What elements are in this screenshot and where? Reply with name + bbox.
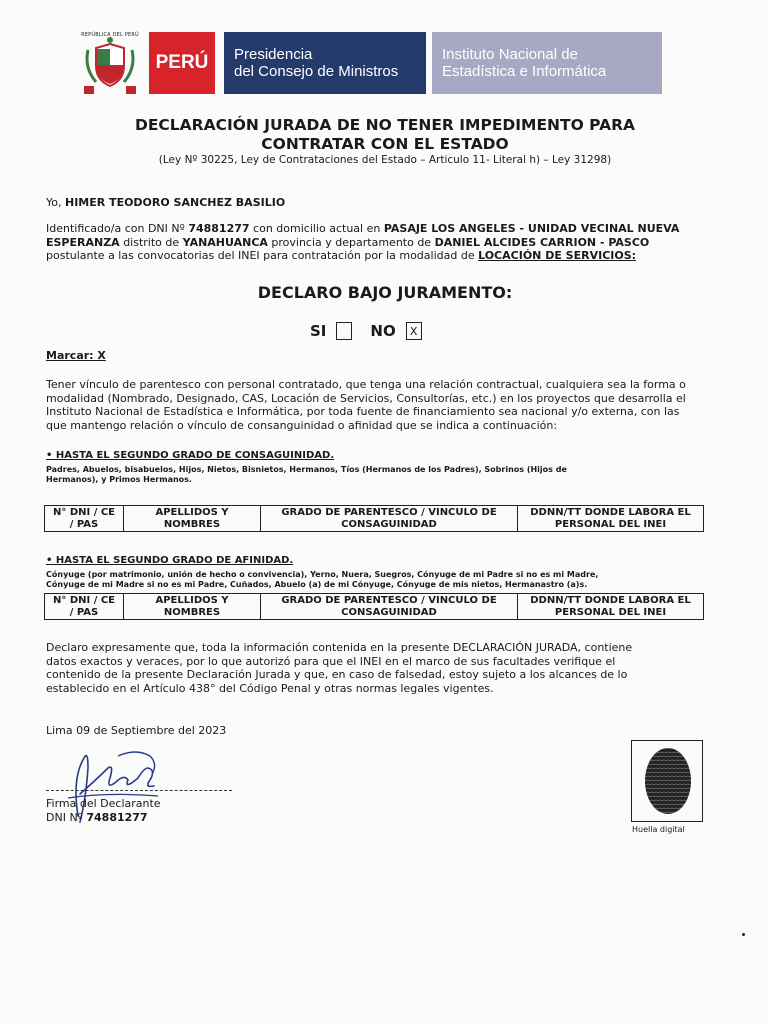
col-names: APELLIDOS Y NOMBRES <box>124 506 261 532</box>
title-line-2: CONTRATAR CON EL ESTADO <box>261 135 509 153</box>
speck <box>742 933 745 936</box>
closing-line: contenido de la presente Declaración Jurada y que, en caso de falsedad, estoy sujeto a los alcances de lo <box>46 668 628 681</box>
affinity-description <box>46 570 746 590</box>
details-line-2 <box>46 236 706 250</box>
consanguinity-heading: • HASTA EL SEGUNDO GRADO DE CONSAGUINIDAD. <box>46 450 335 461</box>
affinity-desc-line: Cónyuge (por matrimonio, unión de hecho o convivencia), Yerno, Nuera, Suegros, Cónyuge de mi Padre si no es mi Madre, <box>46 570 599 579</box>
fingerprint-label: Huella digital <box>632 825 685 834</box>
affinity-desc-line: Cónyuge de mi Madre si no es mi Padre, Cuñados, Abuelo (a) de mi Cónyuge, Cónyuge de mis nietos, Hermanastro (a)s. <box>46 580 588 589</box>
coat-of-arms-icon <box>80 30 140 96</box>
postulant-text: postulante a las convocatorias del INEI para contratación por la modalidad de <box>46 249 475 262</box>
col-office: DDNN/TT DONDE LABORA EL PERSONAL DEL INEI <box>518 594 704 620</box>
declarant-details <box>46 222 706 263</box>
signature-line <box>46 790 232 791</box>
closing-line: Declaro expresamente que, toda la información contenida en la presente DECLARACIÓN JURADA, contiene <box>46 641 633 654</box>
paragraph-line: Tener vínculo de parentesco con personal contratado, que tenga una relación contractual, cualquiera sea la forma o <box>46 378 686 391</box>
no-label: NO <box>370 322 396 340</box>
inei-logo <box>432 32 662 94</box>
yo-prefix: Yo, <box>46 196 62 209</box>
identified-prefix: Identificado/a con DNI Nº <box>46 222 185 235</box>
modality: LOCACIÓN DE SERVICIOS: <box>478 249 637 262</box>
declarant-name: HIMER TEODORO SANCHEZ BASILIO <box>65 196 286 209</box>
table-header-row <box>45 506 704 532</box>
province: DANIEL ALCIDES CARRION - PASCO <box>434 235 650 249</box>
details-line-3 <box>46 249 706 263</box>
pcm-line2: del Consejo de Ministros <box>234 63 399 80</box>
seal-caption: REPÚBLICA DEL PERÚ <box>81 32 139 38</box>
declarant-dni: 74881277 <box>188 222 250 235</box>
address-part2: ESPERANZA <box>46 235 120 249</box>
consanguinity-description <box>46 465 726 485</box>
signature-dni-line <box>46 811 148 825</box>
signature-label: Firma del Declarante <box>46 797 161 810</box>
signature-dni-prefix: DNI Nº <box>46 811 83 824</box>
district: YANAHUANCA <box>182 235 268 249</box>
paragraph-line: que mantengo relación o vínculo de consanguinidad o afinidad que se indica a continuación: <box>46 418 558 432</box>
inei-line2: Estadística e Informática <box>442 63 607 80</box>
signature-dni: 74881277 <box>86 811 148 824</box>
table-header-row <box>45 594 704 620</box>
fingerprint-icon <box>642 743 694 817</box>
document-subtitle: (Ley Nº 30225, Ley de Contrataciones del Estado – Articulo 11- Literal h) – Ley 31298) <box>158 154 612 166</box>
col-kinship: GRADO DE PARENTESCO / VINCULO DE CONSAGUINIDAD <box>261 506 518 532</box>
details-line-1 <box>46 222 706 236</box>
peru-logo-text: PERÚ <box>155 52 209 73</box>
peru-logo <box>149 32 215 94</box>
district-prefix: distrito de <box>123 235 180 249</box>
si-no-choice <box>310 322 422 340</box>
closing-line: establecido en el Artículo 438° del Código Penal y otras normas legales vigentes. <box>46 681 494 695</box>
closing-line: datos exactos y veraces, por lo que autorizó para que el INEI en el marco de sus facultades verifique el <box>46 654 616 668</box>
col-names: APELLIDOS Y NOMBRES <box>124 594 261 620</box>
declaro-heading: DECLARO BAJO JURAMENTO: <box>257 283 513 302</box>
affinity-table <box>44 593 704 620</box>
inei-line1: Instituto Nacional de <box>442 46 578 63</box>
consanguinity-table <box>44 505 704 532</box>
domicile-prefix: con domicilio actual en <box>253 222 381 235</box>
consanguinity-desc-line: Padres, Abuelos, bisabuelos, Hijos, Nietos, Bisnietos, Hermanos, Tíos (Hermanos de los Padres), Sobrinos (Hijos de <box>46 465 567 474</box>
title-line-1: DECLARACIÓN JURADA DE NO TENER IMPEDIMENTO PARA <box>134 116 636 134</box>
kinship-paragraph <box>46 378 716 432</box>
si-label: SI <box>310 322 327 340</box>
address-part1: PASAJE LOS ANGELES - UNIDAD VECINAL NUEVA <box>383 222 680 235</box>
affinity-heading: • HASTA EL SEGUNDO GRADO DE AFINIDAD. <box>46 555 294 566</box>
paragraph-line: Instituto Nacional de Estadística e Informática, por toda fuente de financiamiento sea nacional y/o externa, con las <box>46 405 680 418</box>
document-title <box>60 116 710 154</box>
si-checkbox[interactable] <box>336 322 352 340</box>
pcm-line1: Presidencia <box>234 46 313 63</box>
no-checkbox[interactable]: X <box>406 322 422 340</box>
place-date: Lima 09 de Septiembre del 2023 <box>46 724 227 737</box>
col-kinship: GRADO DE PARENTESCO / VINCULO DE CONSAGUINIDAD <box>261 594 518 620</box>
declarant-name-line <box>46 196 285 210</box>
paragraph-line: modalidad (Nombrado, Designado, CAS, Locación de Servicios, Consultorías, etc.) en los proyectos que desarrolla el <box>46 391 686 405</box>
marcar-instruction: Marcar: X <box>46 349 106 362</box>
col-dni: N° DNI / CE / PAS <box>45 594 124 620</box>
col-dni: N° DNI / CE / PAS <box>45 506 124 532</box>
consanguinity-desc-line: Hermanos), y Primos Hermanos. <box>46 475 192 484</box>
province-prefix: provincia y departamento de <box>271 235 432 249</box>
closing-paragraph <box>46 641 686 695</box>
col-office: DDNN/TT DONDE LABORA EL PERSONAL DEL INEI <box>518 506 704 532</box>
pcm-logo <box>224 32 426 94</box>
